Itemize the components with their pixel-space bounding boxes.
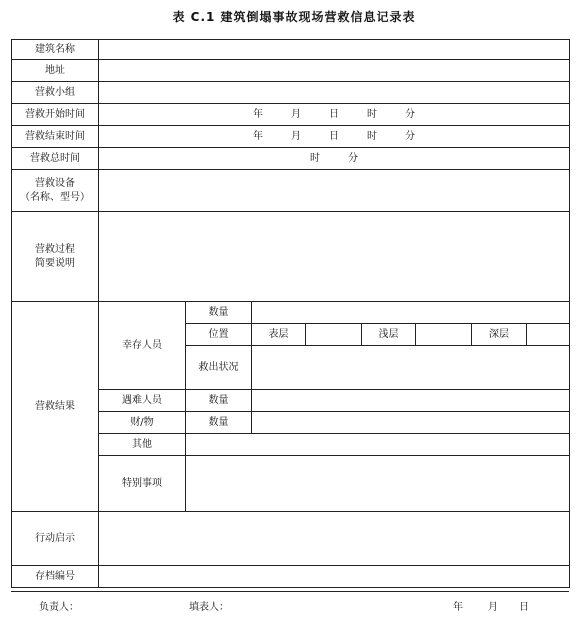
signature-footer — [11, 591, 569, 614]
label-total-time: 营救总时间 — [12, 148, 99, 170]
row-address — [12, 60, 570, 82]
field-total-time[interactable]: 时 分 — [99, 148, 570, 170]
label-responsible: 负责人： — [39, 602, 79, 613]
label-other: 其他 — [99, 434, 186, 456]
row-end-time — [12, 126, 570, 148]
label-survivors: 幸存人员 — [99, 302, 186, 390]
field-survivor-quantity[interactable] — [252, 302, 570, 324]
footer-year: 年 — [453, 602, 463, 613]
label-position: 位置 — [186, 324, 252, 346]
field-archive[interactable] — [99, 566, 570, 588]
label-property-quantity: 数量 — [186, 412, 252, 434]
field-start-time[interactable]: 年 月 日 时 分 — [99, 104, 570, 126]
label-result: 营救结果 — [12, 302, 99, 512]
field-property-quantity[interactable] — [252, 412, 570, 434]
row-inspiration — [12, 512, 570, 566]
label-archive: 存档编号 — [12, 566, 99, 588]
label-shallow: 浅层 — [362, 324, 416, 346]
label-filler: 填表人： — [189, 602, 229, 613]
field-shallow[interactable] — [416, 324, 472, 346]
label-victims-quantity: 数量 — [186, 390, 252, 412]
label-quantity: 数量 — [186, 302, 252, 324]
label-rescue-team: 营救小组 — [12, 82, 99, 104]
field-other[interactable] — [186, 434, 570, 456]
field-inspiration[interactable] — [99, 512, 570, 566]
field-victims-quantity[interactable] — [252, 390, 570, 412]
field-deep[interactable] — [527, 324, 570, 346]
row-process — [12, 212, 570, 302]
label-rescue-status: 救出状况 — [186, 346, 252, 390]
label-process: 营救过程 简要说明 — [12, 212, 99, 302]
field-special[interactable] — [186, 456, 570, 512]
field-rescue-status[interactable] — [252, 346, 570, 390]
field-process[interactable] — [99, 212, 570, 302]
row-result-quantity — [12, 302, 570, 324]
footer-day: 日 — [519, 602, 529, 613]
row-archive — [12, 566, 570, 588]
label-victims: 遇难人员 — [99, 390, 186, 412]
label-equipment: 营救设备 （名称、型号） — [12, 170, 99, 212]
field-address[interactable] — [99, 60, 570, 82]
page-title: 表 C.1 建筑倒塌事故现场营救信息记录表 — [172, 10, 416, 24]
row-start-time — [12, 104, 570, 126]
label-special: 特别事项 — [99, 456, 186, 512]
row-rescue-team — [12, 82, 570, 104]
field-equipment[interactable] — [99, 170, 570, 212]
row-equipment — [12, 170, 570, 212]
field-surface[interactable] — [306, 324, 362, 346]
label-inspiration: 行动启示 — [12, 512, 99, 566]
label-building-name: 建筑名称 — [12, 40, 99, 60]
row-building-name — [12, 40, 570, 60]
footer-month: 月 — [488, 602, 498, 613]
label-deep: 深层 — [472, 324, 527, 346]
field-building-name[interactable] — [99, 40, 570, 60]
label-address: 地址 — [12, 60, 99, 82]
row-total-time — [12, 148, 570, 170]
label-start-time: 营救开始时间 — [12, 104, 99, 126]
field-end-time[interactable]: 年 月 日 时 分 — [99, 126, 570, 148]
rescue-record-table — [11, 39, 570, 588]
field-rescue-team[interactable] — [99, 82, 570, 104]
label-end-time: 营救结束时间 — [12, 126, 99, 148]
label-surface: 表层 — [252, 324, 306, 346]
label-property: 财/物 — [99, 412, 186, 434]
